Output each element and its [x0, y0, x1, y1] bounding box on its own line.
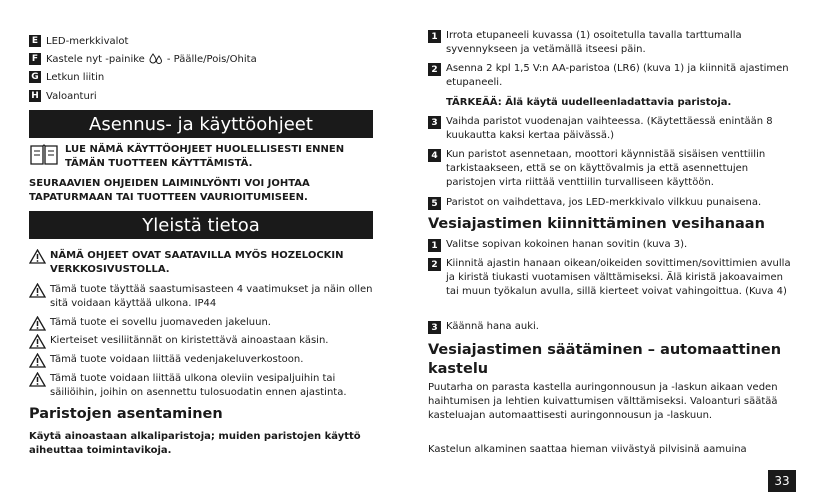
step-text: Vaihda paristot vuodenajan vaihteessa. (Käytettäessä enintään 8 kuukautta kaksi kertaa päivässä.) — [446, 116, 773, 141]
step-text: Irrota etupaneeli kuvassa (1) osoitetulla tavalla tarttumalla syvennykseen ja vetämällä itseesi päin. — [446, 30, 742, 55]
legend-text: Valoanturi — [46, 90, 97, 102]
step-number: 3 — [428, 321, 441, 334]
battery-note: Käytä ainoastaan alkaliparistoja; muiden paristojen käyttö aiheuttaa toimintavikoja. — [29, 431, 361, 456]
warning-text: NÄMÄ OHJEET OVAT SAATAVILLA MYÖS HOZELOCKIN VERKKOSIVUSTOLLA. — [50, 250, 344, 275]
warning-item — [29, 334, 373, 354]
legend-text: Letkun liitin — [46, 71, 105, 83]
warning-text: Tämä tuote ei sovellu juomaveden jakeluun. — [50, 317, 271, 328]
step-text: Käännä hana auki. — [446, 321, 539, 332]
step-number: 5 — [428, 197, 441, 210]
legend-item-g — [29, 71, 104, 83]
step-text: Paristot on vaihdettava, jos LED-merkkivalo vilkkuu punaisena. — [446, 197, 762, 208]
warning-icon — [29, 372, 46, 400]
step-number: 2 — [428, 63, 441, 76]
legend-text: Kastele nyt -painike — [46, 53, 145, 65]
warning-text: Tämä tuote täyttää saastumisasteen 4 vaatimukset ja näin ollen sitä voidaan käyttää ulkona. IP44 — [50, 284, 373, 309]
warning-icon — [29, 316, 46, 336]
tap-step — [428, 320, 796, 334]
failure-notice: SEURAAVIEN OHJEIDEN LAIMINLYÖNTI VOI JOHTAA TAPATURMAAN TAI TUOTTEEN VAURIOITUMISEEN. — [29, 178, 310, 203]
book-icon — [29, 143, 59, 171]
battery-step — [428, 29, 796, 57]
warning-text: Kierteiset vesiliitännät on kiristettävä ainoastaan käsin. — [50, 335, 329, 346]
warning-text: Tämä tuote voidaan liittää vedenjakeluverkostoon. — [50, 354, 304, 365]
read-notice-text: LUE NÄMÄ KÄYTTÖOHJEET HUOLELLISESTI ENNEN TÄMÄN TUOTTEEN KÄYTTÄMISTÄ. — [65, 144, 345, 169]
step-text: Valitse sopivan kokoinen hanan sovitin (kuva 3). — [446, 239, 688, 250]
warning-item — [29, 249, 373, 277]
legend-item-h — [29, 90, 97, 102]
step-number: 2 — [428, 258, 441, 271]
step-text: Kun paristot asennetaan, moottori käynnistää sisäisen venttiilin tarkistaakseen, että se on käyttövalmis ja että asennettujen paristojen virta riittää venttiilin turvalliseen käyttöön. — [446, 149, 766, 188]
battery-step — [428, 115, 796, 143]
step-number: 1 — [428, 30, 441, 43]
battery-important: TÄRKEÄÄ: Älä käytä uudelleenladattavia paristoja. — [446, 97, 732, 108]
warning-text: Tämä tuote voidaan liittää ulkona oleviin vesipaljuihin tai säiliöihin, joihin on asennettu tulosuodatin ennen ajastinta. — [50, 373, 347, 398]
tap-step — [428, 257, 796, 299]
step-number: 1 — [428, 239, 441, 252]
adjust-heading: Vesiajastimen säätäminen – automaattinen kastelu — [428, 342, 782, 377]
warning-item — [29, 353, 373, 373]
tap-heading: Vesiajastimen kiinnittäminen vesihanaan — [428, 216, 765, 232]
install-banner: Asennus- ja käyttöohjeet — [29, 110, 373, 138]
step-text: Asenna 2 kpl 1,5 V:n AA-paristoa (LR6) (kuva 1) ja kiinnitä ajastimen etupaneeli. — [446, 63, 789, 88]
adjust-paragraph: Kastelun alkaminen saattaa hieman viivästyä pilvisinä aamuina — [428, 444, 747, 455]
general-banner: Yleistä tietoa — [29, 211, 373, 239]
legend-item-e — [29, 35, 128, 47]
legend-text: LED-merkkivalot — [46, 35, 129, 47]
legend-text: - Päälle/Pois/Ohita — [166, 53, 257, 65]
legend-item-f — [29, 53, 257, 65]
adjust-paragraph: Puutarha on parasta kastella auringonnousun ja -laskun aikaan veden haihtumisen ja lehtien kuivattumisen välttämiseksi. Valoanturi säätää kasteluajan automaattisesti auringonnousun ja -laskuun. — [428, 382, 778, 421]
step-text: Kiinnitä ajastin hanaan oikean/oikeiden sovittimen/sovittimien avulla ja kiristä tiukasti vuotamisen välttämiseksi. Älä kiristä jakoavaimen tai muun työkalun avulla, sillä kierteet voivat vahingoittua. (Kuva 4) — [446, 258, 791, 297]
step-number: 3 — [428, 116, 441, 129]
tap-step — [428, 238, 796, 252]
battery-step — [428, 148, 796, 190]
battery-heading: Paristojen asentaminen — [29, 406, 223, 422]
step-number: 4 — [428, 149, 441, 162]
battery-step — [428, 62, 796, 90]
page-number: 33 — [768, 470, 796, 492]
warning-icon — [29, 334, 46, 354]
legend-letter: E — [29, 35, 41, 47]
battery-step — [428, 196, 796, 210]
legend-letter: G — [29, 71, 41, 83]
warning-item — [29, 372, 373, 400]
legend-letter: F — [29, 53, 41, 65]
warning-icon — [29, 283, 46, 311]
warning-item — [29, 283, 373, 311]
warning-icon — [29, 353, 46, 373]
legend-letter: H — [29, 90, 41, 102]
water-drops-icon — [149, 53, 163, 65]
read-notice — [29, 143, 373, 171]
warning-item — [29, 316, 373, 336]
warning-icon — [29, 249, 46, 277]
